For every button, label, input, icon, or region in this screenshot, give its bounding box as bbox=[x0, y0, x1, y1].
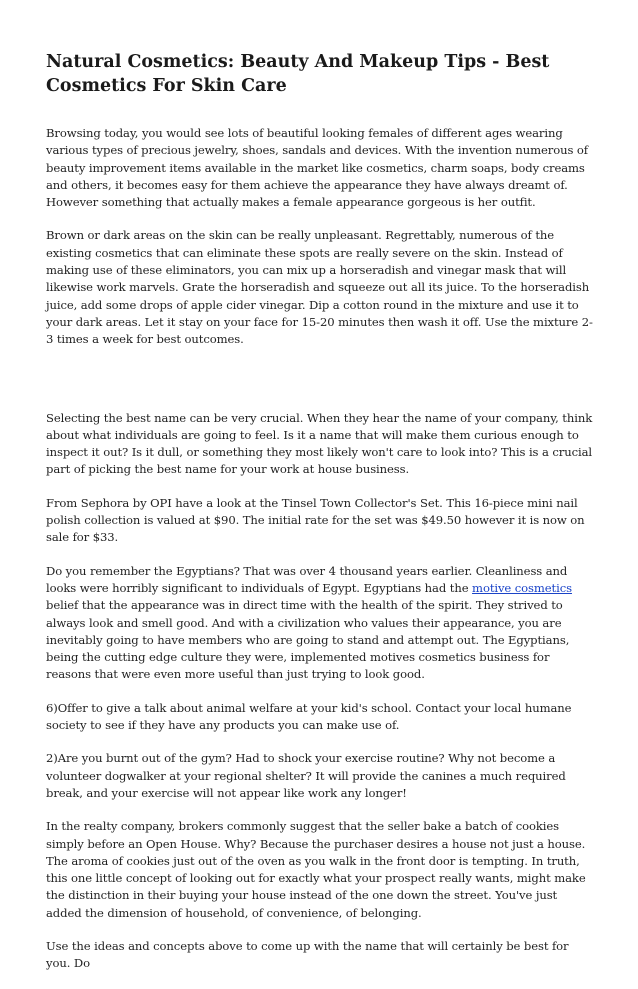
motive-cosmetics-link[interactable]: motive cosmetics bbox=[472, 580, 572, 595]
paragraph-choosing-name: Selecting the best name can be very crucial. When they hear the name of your company, think about what individuals are going to feel. Is it a name that will make them curious enough to inspect it out? Is it dull, or something they most likely won't care to look into? This is a crucial part of picking the best name for your work at house business. bbox=[46, 410, 593, 477]
paragraph-realty: In the realty company, brokers commonly suggest that the seller bake a batch of cookies simply before an Open House. Why? Because the purchaser desires a house not just a house. The aroma of cookies just out of the oven as you walk in the front door is tempting. In truth, this one little concept of looking out for exactly what your prospect really wants, might make the distinction in their buying your house instead of the one down the street. You've just added the dimension of household, of convenience, of belonging. bbox=[46, 819, 586, 920]
paragraph-gym: 2)Are you burnt out of the gym? Had to shock your exercise routine? Why not become a volunteer dogwalker at your regional shelter? It will provide the canines a much required break, and your exercise will not appear like work any longer! bbox=[46, 751, 566, 800]
paragraph-intro: Browsing today, you would see lots of beautiful looking females of different ages wearing various types of precious jewelry, shoes, sandals and devices. With the invention numerous of beauty improvement items available in the market like cosmetics, charm soaps, body creams and others, it becomes easy for them achieve the appearance they have always dreamt of. However something that actually makes a female appearance gorgeous is her outfit. bbox=[46, 126, 588, 210]
article-title: Natural Cosmetics: Beauty And Makeup Tips - Best Cosmetics For Skin Care bbox=[46, 52, 550, 96]
egyptians-text-after: belief that the appearance was in direct time with the health of the spirit. They strived to always look and smell good. And with a civilization who values their appearance, you are inevitably going to have members who are going to stand and attempt out. The Egyptians, being the cutting edge culture they were, implemented motives cosmetics business for reasons that were even more useful than just trying to look good. bbox=[46, 598, 570, 682]
egyptians-text-before: Do you remember the Egyptians? That was over 4 thousand years earlier. Cleanliness and looks were horribly significant to individuals of Egypt. Egyptians had the bbox=[46, 563, 568, 595]
paragraph-sephora: From Sephora by OPI have a look at the Tinsel Town Collector's Set. This 16-piece mini nail polish collection is valued at $90. The initial rate for the set was $49.50 however it is now on sale for $33. bbox=[46, 495, 585, 545]
article-body bbox=[46, 125, 594, 989]
paragraph-animal-welfare: 6)Offer to give a talk about animal welfare at your kid's school. Contact your local humane society to see if they have any products you can make use of. bbox=[46, 700, 572, 733]
paragraph-conclusion: Use the ideas and concepts above to come up with the name that will certainly be best for you. Do bbox=[46, 938, 569, 971]
paragraph-egyptians bbox=[46, 563, 594, 684]
paragraph-dark-spots: Brown or dark areas on the skin can be really unpleasant. Regrettably, numerous of the existing cosmetics that can eliminate these spots are really severe on the skin. Instead of making use of these eliminators, you can mix up a horseradish and vinegar mask that will likewise work marvels. Grate the horseradish and squeeze out all its juice. To the horseradish juice, add some drops of apple cider vinegar. Dip a cotton round in the mixture and use it to your dark areas. Let it stay on your face for 15-20 minutes then wash it off. Use the mixture 2-3 times a week for best outcomes. bbox=[46, 228, 593, 347]
